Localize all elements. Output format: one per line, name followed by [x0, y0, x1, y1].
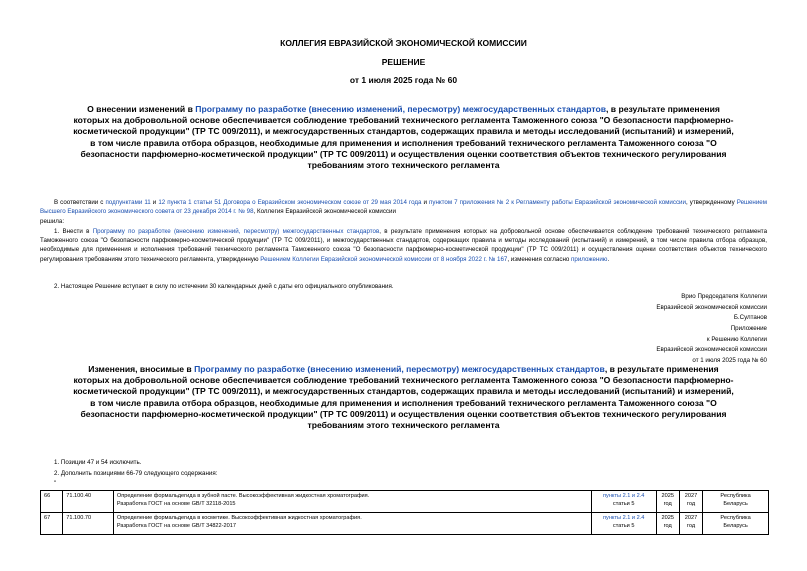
change-item-1: 1. Позиции 47 и 54 исключить.	[54, 459, 142, 466]
decision-item-1: 1. Внести в Программу по разработке (внесению изменений, пересмотру) межгосударственных стандартов, в результате применения которых на добровольной основе обеспечивается соблюдение требований технического регламента Таможенного союза "О безопасности парфюмерно-косметической продукции" (ТР ТС 009/2011), и межгосударственных стандартов, содержащих правила и методы исследований (испытаний) и измерений, в том числе правила отбора образцов, необходимые для применения и исполнения требований технического регламента Таможенного союза "О безопасности парфюмерно-косметической продукции" (ТР ТС 009/2011) и осуществления оценки соответствия объектов технического регулирования требованиям этого технического регламента, утвержденную Решением Коллегии Евразийской экономической комиссии от 8 ноября 2022 г. № 167, изменения согласно приложению.	[40, 228, 768, 263]
table-row	[41, 513, 769, 535]
resolved-label: решила:	[40, 218, 65, 225]
start-year: 2025 год	[656, 513, 679, 535]
program-link[interactable]: Программу по разработке (внесению изменений, пересмотру) межгосударственных стандартов	[195, 104, 607, 114]
regulation-provision: пункты 2.1 и 2.4 статьи 5	[591, 513, 656, 535]
appendix-label: Приложение	[730, 325, 767, 332]
appendix-block	[656, 324, 767, 366]
oks-code: 71.100.40	[63, 491, 114, 513]
decision-item-2: 2. Настоящее Решение вступает в силу по истечении 30 календарных дней с даты его официального опубликования.	[54, 283, 394, 290]
supreme-council-decision-link[interactable]: Решением Высшего Евразийского экономического совета от 23 декабря 2014 г. № 98	[40, 199, 767, 216]
standard-name: Определение формальдегида в зубной пасте. Высокоэффективная жидкостная хроматография. Разработка ГОСТ на основе GB/T 32118-2015	[113, 491, 591, 513]
document-type: РЕШЕНИЕ	[381, 57, 426, 67]
oks-code: 71.100.70	[63, 513, 114, 535]
changes-heading: Изменения, вносимые в Программу по разработке (внесению изменений, пересмотру) межгосударственных стандартов, в результате применения которых на добровольной основе обеспечивается соблюдение требований технического регламента Таможенного союза "О безопасности парфюмерно-косметической продукции" (ТР ТС 009/2011), и межгосударственных стандартов, содержащих правила и методы исследований (испытаний) и измерений, в том числе правила отбора образцов, необходимые для применения и исполнения требований технического регламента Таможенного союза "О безопасности парфюмерно-косметической продукции" (ТР ТС 009/2011) и осуществления оценки соответствия объектов технического регулирования требованиям этого технического регламента	[73, 364, 734, 431]
change-item-2: 2. Дополнить позициями 66-79 следующего содержания:	[54, 469, 218, 477]
developer-country: Республика Беларусь	[703, 513, 769, 535]
developer-country: Республика Беларусь	[703, 491, 769, 513]
position-number: 66	[41, 491, 63, 513]
opening-quote: "	[54, 480, 57, 487]
treaty-article-link[interactable]: 12 пункта 1 статьи 51 Договора о Евразийском экономическом союзе от 29 мая 2014 года	[158, 199, 422, 206]
treaty-subparagraph-link[interactable]: подпунктами 11	[105, 199, 151, 206]
provision-link[interactable]: пункты 2.1 и 2.4	[603, 515, 645, 521]
document-heading: О внесении изменений в Программу по разработке (внесению изменений, пересмотру) межгосударственных стандартов, в результате применения которых на добровольной основе обеспечивается соблюдение требований технического регламента Таможенного союза "О безопасности парфюмерно-косметической продукции" (ТР ТС 009/2011), и межгосударственных стандартов, содержащих правила и методы исследований (испытаний) и измерений, в том числе правила отбора образцов, необходимые для применения и исполнения требований технического регламента Таможенного союза "О безопасности парфюмерно-косметической продукции" (ТР ТС 009/2011) и осуществления оценки соответствия объектов технического регулирования требованиям этого технического регламента	[73, 104, 734, 171]
appendix-date: от 1 июля 2025 года № 60	[692, 356, 767, 364]
table-row	[41, 491, 769, 513]
organization-title: КОЛЛЕГИЯ ЕВРАЗИЙСКОЙ ЭКОНОМИЧЕСКОЙ КОМИССИИ	[280, 38, 527, 48]
appendix-to-decision: к Решению Коллегии	[706, 335, 767, 343]
signature-block	[656, 292, 767, 324]
standard-name: Определение формальдегида в косметике. Высокоэффективная жидкостная хроматография. Разработка ГОСТ на основе GB/T 34822-2017	[113, 513, 591, 535]
changes-list	[54, 458, 217, 490]
program-link-changes[interactable]: Программу по разработке (внесению изменений, пересмотру) межгосударственных стандартов	[194, 364, 605, 374]
regulation-annex-link[interactable]: пунктом 7 приложения № 2 к Регламенту работы Евразийской экономической комиссии	[429, 199, 686, 206]
program-positions-table	[40, 490, 769, 535]
signatory-organization: Евразийской экономической комиссии	[656, 303, 767, 311]
legal-basis-paragraph: В соответствии с подпунктами 11 и 12 пункта 1 статьи 51 Договора о Евразийском экономическом союзе от 29 мая 2014 года и пунктом 7 приложения № 2 к Регламенту работы Евразийской экономической комиссии, утвержденному Решением Высшего Евразийского экономического совета от 23 декабря 2014 г. № 98, Коллегия Евразийской экономической комиссии	[40, 199, 767, 216]
appendix-organization: Евразийской экономической комиссии	[656, 346, 767, 354]
start-year: 2025 год	[656, 491, 679, 513]
regulation-provision: пункты 2.1 и 2.4 статьи 5	[591, 491, 656, 513]
signatory-name: Б.Султанов	[733, 314, 767, 322]
end-year: 2027 год	[679, 513, 702, 535]
appendix-link[interactable]: приложению	[571, 255, 608, 263]
document-date-number: от 1 июля 2025 года № 60	[349, 75, 458, 85]
end-year: 2027 год	[679, 491, 702, 513]
provision-link[interactable]: пункты 2.1 и 2.4	[603, 493, 645, 499]
position-number: 67	[41, 513, 63, 535]
program-link-item1[interactable]: Программу по разработке (внесению изменений, пересмотру) межгосударственных стандартов	[92, 228, 380, 235]
signatory-position: Врио Председателя Коллегии	[681, 293, 767, 300]
board-decision-link[interactable]: Решением Коллегии Евразийской экономической комиссии от 8 ноября 2022 г. № 167	[260, 255, 508, 263]
